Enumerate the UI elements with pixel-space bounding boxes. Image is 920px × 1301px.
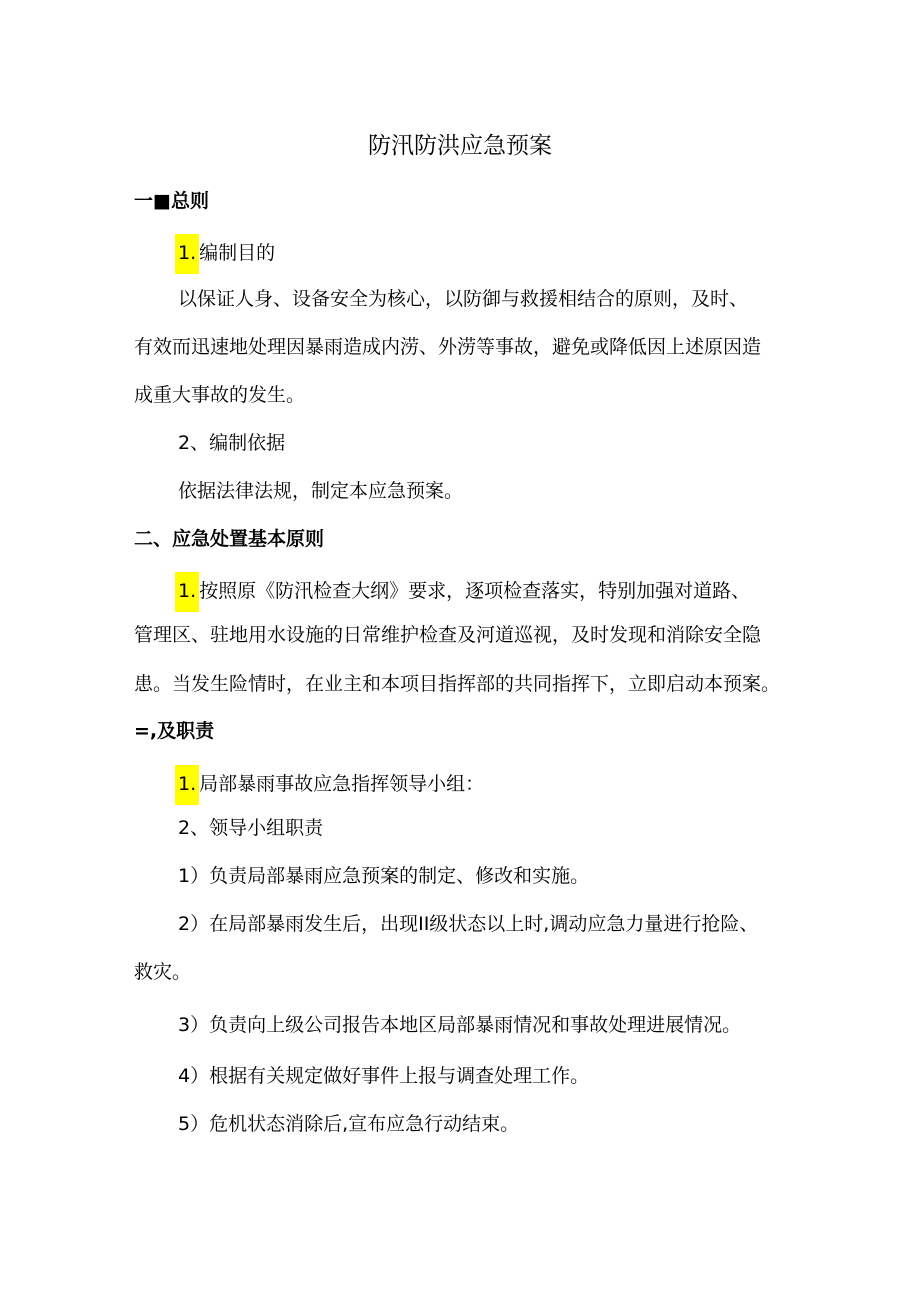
section-heading-general: 一■总则	[134, 190, 209, 212]
list-item: 1）负责局部暴雨应急预案的制定、修改和实施。	[178, 865, 590, 887]
paragraph-line: 患。当发生险情时，在业主和本项目指挥部的共同指挥下，立即启动本预案。	[134, 673, 781, 695]
list-item: 5）危机状态消除后,宣布应急行动结束。	[178, 1113, 520, 1135]
section-heading-principles: 二、应急处置基本原则	[134, 528, 325, 550]
paragraph-line: 以保证人身、设备安全为核心，以防御与救援相结合的原则，及时、	[178, 288, 749, 310]
list-item: 4）根据有关规定做好事件上报与调查处理工作。	[178, 1065, 590, 1087]
subsection-command-group	[178, 765, 484, 805]
subsection-purpose-text: 编制目的	[199, 242, 276, 264]
subsection-command-group-text: 局部暴雨事故应急指挥领导小组：	[199, 773, 485, 795]
paragraph-line: 依据法律法规，制定本应急预案。	[178, 480, 464, 502]
paragraph-line	[178, 572, 750, 612]
list-item-continuation: 救灾。	[134, 961, 192, 983]
list-item: 3）负责向上级公司报告本地区局部暴雨情况和事故处理进展情况。	[178, 1014, 742, 1036]
list-item: 2）在局部暴雨发生后，出现II级状态以上时,调动应急力量进行抢险、	[178, 913, 759, 935]
paragraph-line: 有效而迅速地处理因暴雨造成内涝、外涝等事故，避免或降低因上述原因造	[134, 336, 762, 358]
subsection-group-duties: 2、领导小组职责	[178, 817, 324, 839]
highlighted-number: 1.	[175, 765, 199, 805]
highlighted-number: 1.	[175, 234, 199, 274]
paragraph-line: 管理区、驻地用水设施的日常维护检查及河道巡视，及时发现和消除安全隐	[134, 624, 762, 646]
paragraph-line-text: 按照原《防汛检查大纲》要求，逐项检查落实，特别加强对道路、	[199, 580, 751, 602]
paragraph-line: 成重大事故的发生。	[134, 384, 306, 406]
subsection-basis: 2、编制依据	[178, 432, 286, 454]
section-heading-duties: =,及职责	[134, 720, 215, 742]
document-title: 防汛防洪应急预案	[368, 133, 552, 159]
highlighted-number: 1.	[175, 572, 199, 612]
subsection-purpose	[178, 234, 275, 274]
